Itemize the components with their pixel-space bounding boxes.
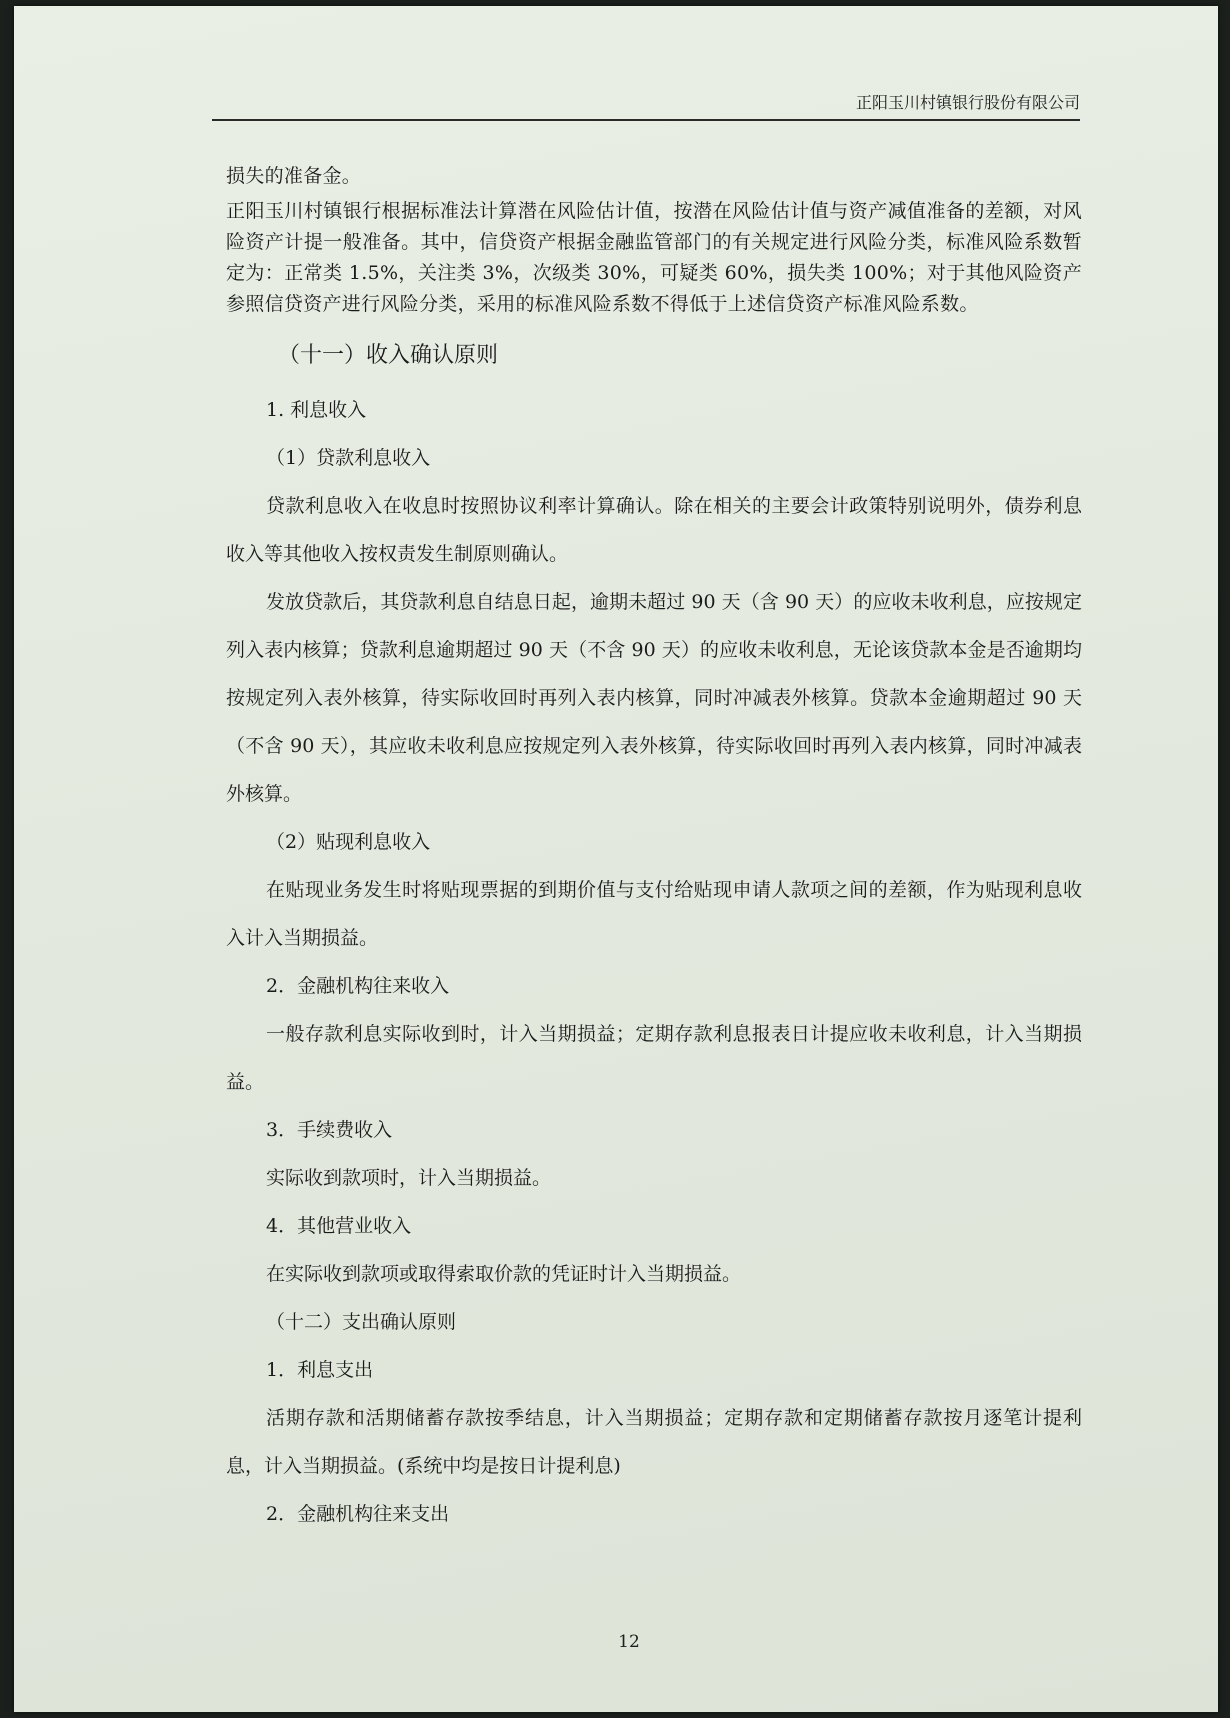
page-number: 12: [618, 1632, 640, 1652]
heading-interest-income: 1. 利息收入: [266, 399, 367, 421]
header-rule: [212, 119, 1080, 121]
document-page: [14, 6, 1218, 1712]
paragraph-discount-interest: 在贴现业务发生时将贴现票据的到期价值与支付给贴现申请人款项之间的差额，作为贴现利息收入计入当期损益。: [226, 879, 1082, 949]
heading-other-income: 4．其他营业收入: [266, 1215, 412, 1237]
paragraph-other-income: 在实际收到款项或取得索取价款的凭证时计入当期损益。: [266, 1263, 742, 1285]
paragraph-loan-interest-1: 贷款利息收入在收息时按照协议利率计算确认。除在相关的主要会计政策特别说明外，债券利息收入等其他收入按权责发生制原则确认。: [226, 495, 1082, 565]
intro-paragraph: 正阳玉川村镇银行根据标准法计算潜在风险估计值，按潜在风险估计值与资产减值准备的差额，对风险资产计提一般准备。其中，信贷资产根据金融监管部门的有关规定进行风险分类，标准风险系数暂定为：正常类 1.5%，关注类 3%，次级类 30%，可疑类 60%，损失类 100%；对于其他风险资产参照信贷资产进行风险分类，采用的标准风险系数不得低于上述信贷资产标准风险系数。: [226, 200, 1082, 315]
paragraph-loan-interest-2: 发放贷款后，其贷款利息自结息日起，逾期未超过 90 天（含 90 天）的应收未收利息，应按规定列入表内核算；贷款利息逾期超过 90 天（不含 90 天）的应收未收利息，无论该贷款本金是否逾期均按规定列入表外核算，待实际收回时再列入表内核算，同时冲减表外核算。贷款本金逾期超过 90 天（不含 90 天），其应收未收利息应按规定列入表外核算，待实际收回时再列入表内核算，同时冲减表外核算。: [226, 591, 1082, 805]
heading-interbank-income: 2．金融机构往来收入: [266, 975, 450, 997]
section-12-title: （十二）支出确认原则: [266, 1311, 457, 1333]
heading-loan-interest-income: （1）贷款利息收入: [266, 447, 431, 469]
paragraph-interest-expense: 活期存款和活期储蓄存款按季结息，计入当期损益；定期存款和定期储蓄存款按月逐笔计提利息，计入当期损益。(系统中均是按日计提利息): [226, 1407, 1082, 1477]
section-11-title: （十一）收入确认原则: [278, 343, 499, 368]
intro-continuation: 损失的准备金。: [226, 165, 362, 187]
page-header-company: 正阳玉川村镇银行股份有限公司: [855, 93, 1080, 112]
page-body: [226, 161, 1082, 1538]
paragraph-interbank-income: 一般存款利息实际收到时，计入当期损益；定期存款利息报表日计提应收未收利息，计入当期损益。: [226, 1023, 1082, 1093]
heading-interbank-expense: 2．金融机构往来支出: [266, 1503, 450, 1525]
paragraph-fee-income: 实际收到款项时，计入当期损益。: [266, 1167, 552, 1189]
heading-discount-interest-income: （2）贴现利息收入: [266, 831, 431, 853]
heading-interest-expense: 1．利息支出: [266, 1359, 374, 1381]
heading-fee-income: 3．手续费收入: [266, 1119, 393, 1141]
